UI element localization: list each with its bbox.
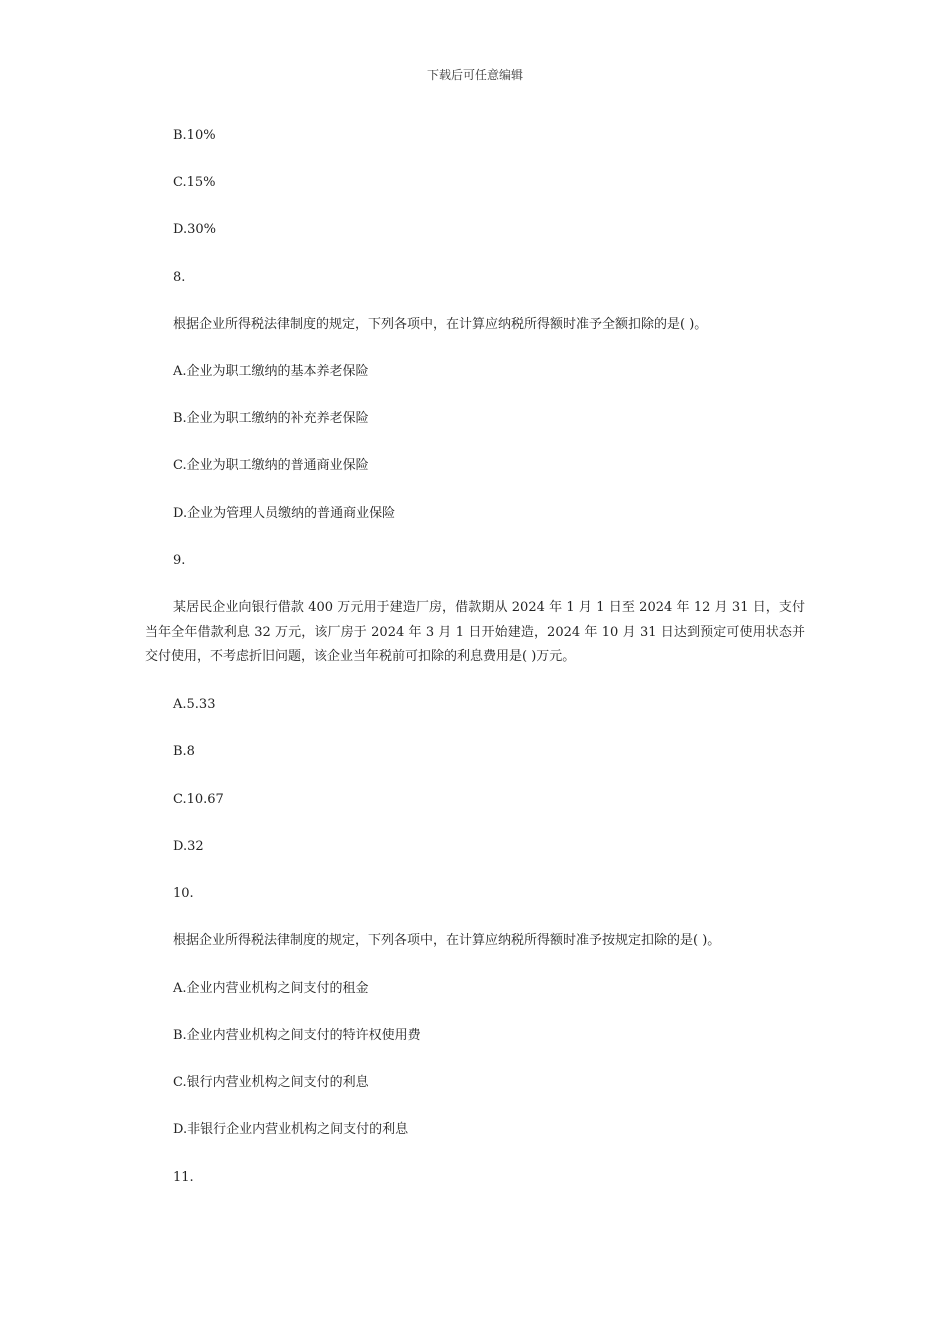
question-text-9: 某居民企业向银行借款 400 万元用于建造厂房，借款期从 2024 年 1 月 1 日至 2024 年 12 月 31 日，支付当年全年借款利息 32 万元，该厂房于 2024 年 3 月 1 日开始建造，2024 年 10 月 31 日达到预定可使用状态并交付使用，不考虑折旧问题，该企业当年税前可扣除的利息费用是( )万元。 xyxy=(145,600,805,664)
question-text-8: 根据企业所得税法律制度的规定，下列各项中，在计算应纳税所得额时准予全额扣除的是( )。 xyxy=(173,317,708,332)
option-d-q9: D.32 xyxy=(173,839,204,854)
question-number-10: 10. xyxy=(173,886,194,901)
option-a-q9: A.5.33 xyxy=(173,697,216,712)
option-a-q8: A.企业为职工缴纳的基本养老保险 xyxy=(173,364,369,379)
option-b-q7: B.10% xyxy=(173,128,216,143)
option-c-q8: C.企业为职工缴纳的普通商业保险 xyxy=(173,458,369,473)
option-c-q7: C.15% xyxy=(173,175,216,190)
option-d-q8: D.企业为管理人员缴纳的普通商业保险 xyxy=(173,506,396,521)
question-number-9: 9. xyxy=(173,553,186,568)
option-c-q9: C.10.67 xyxy=(173,792,224,807)
option-c-q10: C.银行内营业机构之间支付的利息 xyxy=(173,1075,369,1090)
option-b-q9: B.8 xyxy=(173,744,195,759)
option-b-q10: B.企业内营业机构之间支付的特许权使用费 xyxy=(173,1028,421,1043)
question-number-11: 11. xyxy=(173,1170,194,1185)
question-text-10: 根据企业所得税法律制度的规定，下列各项中，在计算应纳税所得额时准予按规定扣除的是( )。 xyxy=(173,933,721,948)
option-d-q7: D.30% xyxy=(173,222,216,237)
option-a-q10: A.企业内营业机构之间支付的租金 xyxy=(173,981,369,996)
option-d-q10: D.非银行企业内营业机构之间支付的利息 xyxy=(173,1122,409,1137)
option-b-q8: B.企业为职工缴纳的补充养老保险 xyxy=(173,411,369,426)
question-number-8: 8. xyxy=(173,270,186,285)
page-header: 下载后可任意编辑 xyxy=(426,68,523,82)
